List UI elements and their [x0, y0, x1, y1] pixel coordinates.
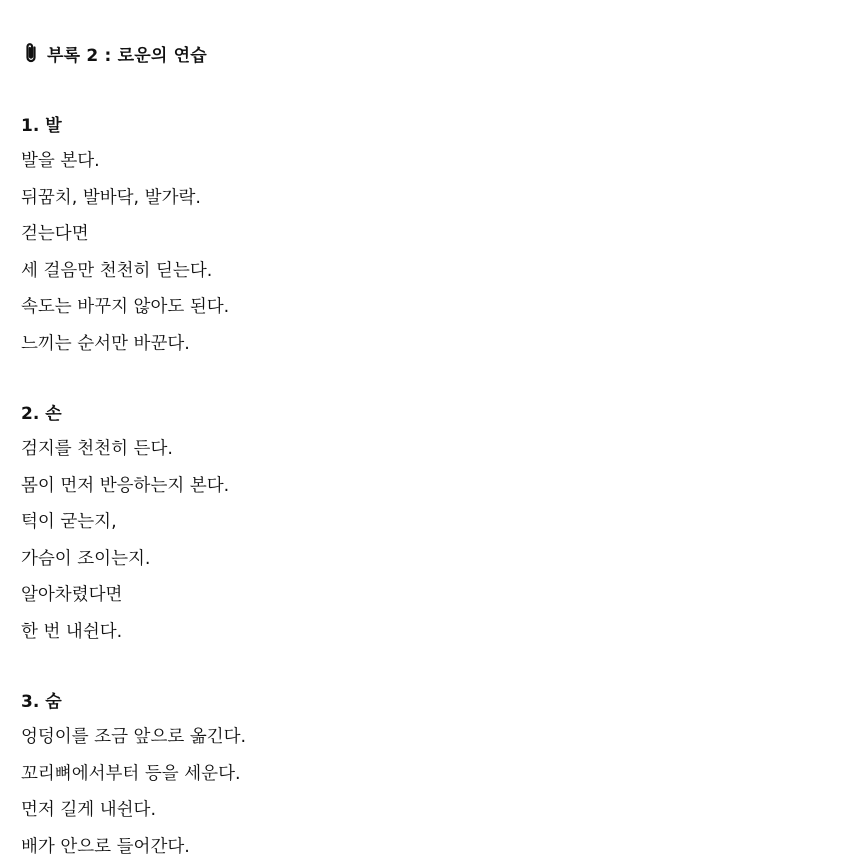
section-heading: 1. 발	[21, 110, 821, 143]
text-line: 한 번 내쉰다.	[21, 614, 821, 651]
text-line: 가슴이 조이는지.	[21, 541, 821, 578]
text-line: 먼저 길게 내쉰다.	[21, 792, 821, 829]
text-line: 검지를 천천히 든다.	[21, 431, 821, 468]
text-line: 배가 안으로 들어간다.	[21, 829, 821, 865]
text-line: 알아차렸다면	[21, 577, 821, 614]
spacer	[21, 650, 821, 686]
text-line: 꼬리뼈에서부터 등을 세운다.	[21, 756, 821, 793]
section-heading: 3. 숨	[21, 686, 821, 719]
document-page	[21, 36, 821, 865]
text-line: 엉덩이를 조금 앞으로 옮긴다.	[21, 719, 821, 756]
text-line: 발을 본다.	[21, 143, 821, 180]
text-line: 세 걸음만 천천히 딛는다.	[21, 253, 821, 290]
section-hand	[21, 398, 821, 650]
paperclip-icon	[23, 42, 39, 64]
spacer	[21, 362, 821, 398]
text-line: 몸이 먼저 반응하는지 본다.	[21, 468, 821, 505]
document-title-row	[21, 36, 821, 70]
spacer	[21, 70, 821, 110]
document-title: 부록 2 : 로운의 연습	[47, 41, 207, 66]
text-line: 느끼는 순서만 바꾼다.	[21, 326, 821, 363]
text-line: 뒤꿈치, 발바닥, 발가락.	[21, 180, 821, 217]
text-line: 걷는다면	[21, 216, 821, 253]
text-line: 속도는 바꾸지 않아도 된다.	[21, 289, 821, 326]
section-breath	[21, 686, 821, 865]
section-heading: 2. 손	[21, 398, 821, 431]
section-foot	[21, 110, 821, 362]
text-line: 턱이 굳는지,	[21, 504, 821, 541]
